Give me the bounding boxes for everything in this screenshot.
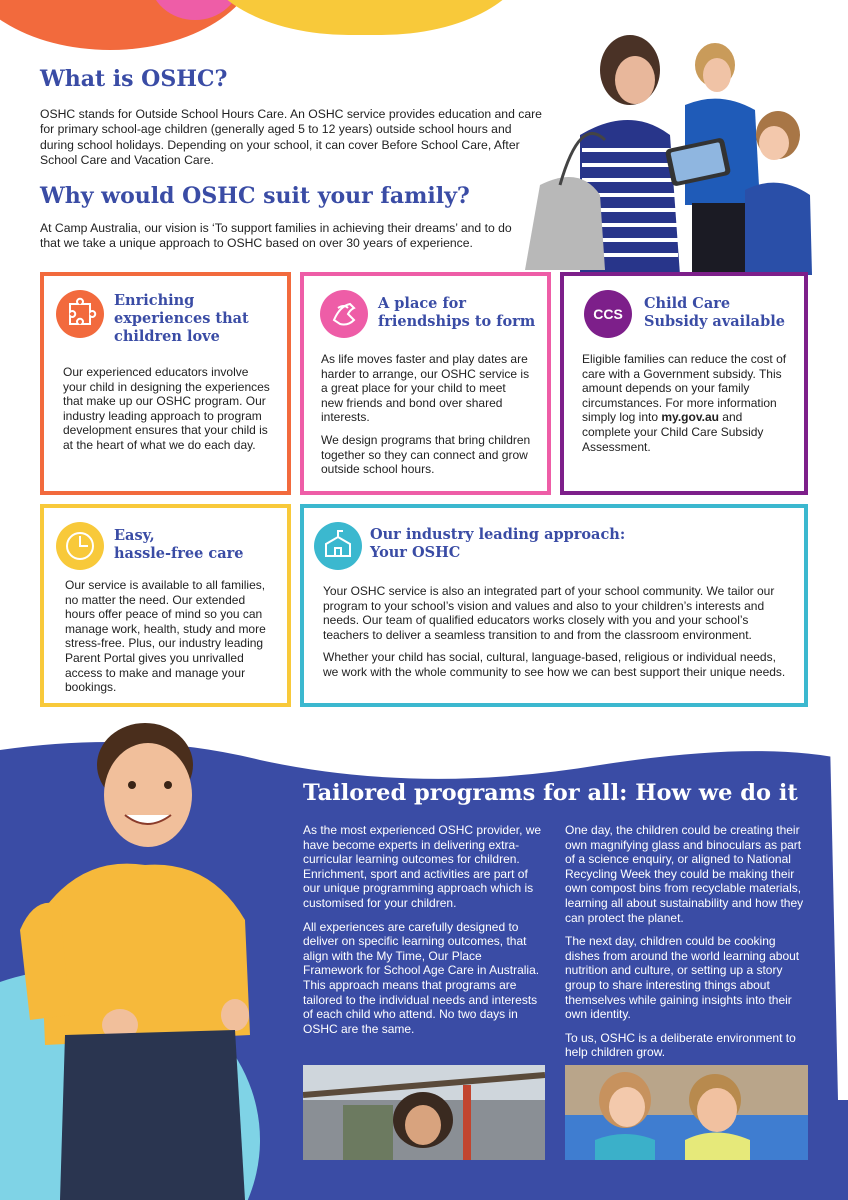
tailored-programs-title: Tailored programs for all: How we do it xyxy=(303,780,798,806)
card-enriching-text: Our experienced educators involve your child in designing the experiences that make up our OSHC program. Our industry leading approach to program development ensures that your child is at the heart of what we do each day. xyxy=(63,365,270,452)
card-enriching-experiences xyxy=(40,272,291,495)
card-easy-care xyxy=(40,504,291,707)
card-ccs-text: Eligible families can reduce the cost of care with a Government subsidy. This amount depends on your family circumstances. For more information simply log into my.gov.au and complete your Child Care Subsidy Assessment. xyxy=(582,352,787,454)
why-oshc-body: At Camp Australia, our vision is ‘To support families in achieving their dreams’ and to do that we take a unique approach to OSHC based on over 30 years of experience. xyxy=(40,221,512,251)
my-gov-au-link[interactable]: my.gov.au xyxy=(661,410,719,425)
photo-smiling-boy xyxy=(20,715,255,1200)
card-easy-text: Our service is available to all families, no matter the need. Our extended hours offer peace of mind so you can manage work, health, study and more stress-free. Plus, our industry leading Parent Portal gives you unrivalled access to make and manage your bookings. xyxy=(65,578,266,695)
card-approach-title: Our industry leading approach: Your OSHC xyxy=(370,526,626,561)
clock-icon xyxy=(56,522,104,570)
tailored-column-1: As the most experienced OSHC provider, we have become experts in delivering extra-curricular learning outcomes for children. Enrichment, sport and activities are part of our unique programming approach which is customised for your children. All experiences are carefully designed to deliver on specific learning outcomes, that align with the My Time, Our Place Framework for School Age Care in Australia. This approach means that programs are tailored to the individual needs and interests of each child who attend. No two days in OSHC are the same. xyxy=(303,823,542,1036)
puzzle-icon xyxy=(56,290,104,338)
what-is-oshc-title: What is OSHC? xyxy=(40,66,228,92)
tailored-column-2: One day, the children could be creating their own magnifying glass and binoculars as part of a science enquiry, or aligned to National Recycling Week they could be making their own compost bins from recyclable materials, learning all about sustainability and how they can protect the planet. The next day, children could be cooking dishes from around the world learning about nutrition and culture, or setting up a story group to share interesting things about themselves while gaining insights into their own identity. To us, OSHC is a deliberate environment to help children grow. xyxy=(565,823,804,1060)
photo-child-playground xyxy=(303,1065,545,1160)
why-oshc-title: Why would OSHC suit your family? xyxy=(40,183,470,209)
card-child-care-subsidy xyxy=(560,272,808,495)
hero-photo-family-educator xyxy=(520,25,840,275)
card-approach-text: Your OSHC service is also an integrated part of your school community. We tailor our program to your school’s vision and values and also to your children’s interests and needs. Our team of qualified educators works closely with you and your school’s teachers to deliver a seamless transition to and from the classroom environment. Whether your child has social, cultural, language-based, religious or individual needs, we work with the whole community to see how we can best support their unique needs. xyxy=(323,584,786,679)
decorative-blob-yellow xyxy=(200,0,530,35)
ccs-badge-icon: CCS xyxy=(584,290,632,338)
card-easy-title: Easy, hassle-free care xyxy=(114,527,244,562)
what-is-oshc-body: OSHC stands for Outside School Hours Care. An OSHC service provides education and care for primary school-age children (generally aged 5 to 12 years) outside school hours and during school holidays. Depending on your school, it can cover Before School Care, After School Care and Vacation Care. xyxy=(40,107,542,167)
card-friendships xyxy=(300,272,551,495)
card-friendships-title: A place for friendships to form xyxy=(378,295,536,330)
hands-icon xyxy=(320,290,368,338)
photo-two-children-smiling xyxy=(565,1065,808,1160)
card-ccs-title: Child Care Subsidy available xyxy=(644,295,785,330)
card-enriching-title: Enriching experiences that children love xyxy=(114,292,249,345)
card-friendships-text: As life moves faster and play dates are harder to arrange, our OSHC service is a great place for your child to meet new friends and bond over shared interests. We design programs that bring children together so they can connect and grow outside school hours. xyxy=(321,352,531,477)
card-industry-approach xyxy=(300,504,808,707)
school-icon xyxy=(314,522,362,570)
